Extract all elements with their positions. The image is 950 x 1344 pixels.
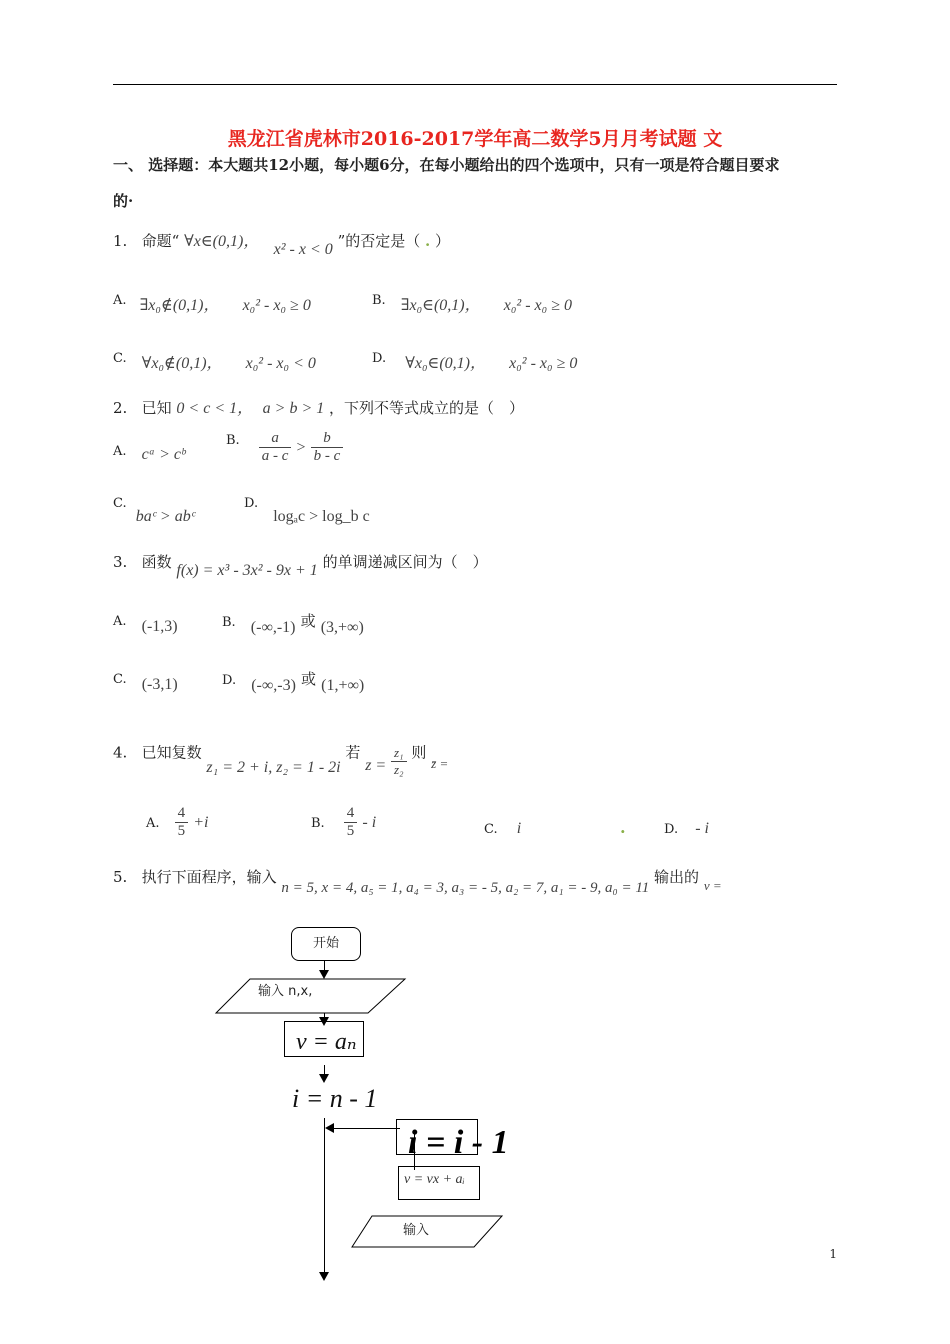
option-label: D. — [664, 822, 679, 837]
mark-dot: . — [425, 232, 431, 250]
math-expr: ∀x₀∉(0,1)， — [141, 355, 223, 372]
math-expr: x₀² - x₀ ≥ 0 — [242, 297, 311, 314]
question-text: 函数 — [141, 553, 172, 571]
math-expr: z₁ = 2 + i, z₂ = 1 - 2i — [206, 758, 341, 776]
flow-input-1-text: 输入 n,x, — [258, 984, 313, 999]
question-number: 1. — [113, 232, 128, 250]
question-number: 4. — [113, 743, 128, 762]
flow-arrow-left — [325, 1123, 334, 1133]
fraction: $\frac{b}{b - c}$ — [311, 430, 344, 465]
math-op: > — [296, 439, 306, 456]
math-expr: (-∞,-1) — [250, 619, 296, 636]
fraction: $\frac{a}{a - c}$ — [259, 430, 292, 465]
mark-dot: . — [620, 818, 626, 837]
question-text: 执行下面程序，输入 — [141, 868, 277, 886]
math-expr: cᵃ > cᵇ — [141, 446, 186, 463]
math-expr: (-1,3) — [141, 618, 178, 635]
option-label: B. — [226, 433, 240, 448]
question-text: ，下列不等式成立的是（ ） — [329, 399, 525, 417]
section-heading: 一、 选择题：本大题共12小题，每小题6分，在每小题给出的四个选项中，只有一项是符合题目要求 — [113, 156, 780, 174]
page-number: 1 — [829, 1247, 837, 1261]
question-text: ”的否定是（ — [337, 232, 421, 250]
question-number: 2. — [113, 399, 128, 417]
math-expr: a > b > 1 — [262, 400, 325, 417]
math-expr: (-∞,-3) — [251, 677, 296, 694]
math-expr: ∃x₀∉(0,1)， — [139, 297, 220, 314]
math-expr: +i — [193, 814, 209, 831]
math-expr: - i — [362, 814, 377, 831]
question-number: 3. — [113, 553, 128, 571]
question-text: 已知复数 — [141, 743, 202, 762]
math-expr: (-3,1) — [141, 676, 178, 693]
flow-assign-v-text: v = aₙ — [296, 1029, 357, 1055]
option-label: A. — [146, 816, 160, 831]
flow-input-2-text: 输入 — [403, 1223, 430, 1238]
option-label: B. — [372, 293, 386, 308]
math-expr: ∀x₀∈(0,1)， — [405, 355, 487, 372]
question-text: 的单调递减区间为（ ） — [322, 553, 488, 571]
math-expr: (1,+∞) — [321, 677, 365, 694]
flow-start: 开始 — [291, 927, 361, 961]
option-label: C. — [484, 822, 498, 837]
option-label: B. — [222, 615, 236, 630]
flow-update-v-text: v = vx + aᵢ — [404, 1172, 465, 1187]
flow-assign-i-text: i = n - 1 — [292, 1084, 378, 1113]
option-label: A. — [113, 614, 127, 629]
question-text: 输出的 — [654, 868, 700, 886]
question-number: 5. — [113, 868, 128, 886]
option-label: B. — [311, 816, 325, 831]
math-expr: baᶜ > abᶜ — [135, 508, 195, 525]
option-label: C. — [113, 496, 127, 511]
option-label: A. — [113, 293, 127, 308]
option-label: D. — [222, 673, 237, 688]
or-text: 或 — [301, 670, 317, 688]
question-text: 命题“ — [141, 232, 180, 250]
math-expr: v = — [703, 878, 722, 893]
flow-dec-i-text: i = i - 1 — [408, 1124, 509, 1161]
question-text: 已知 — [141, 399, 172, 417]
math-expr: x₀² - x₀ < 0 — [245, 355, 316, 372]
flow-loop-line — [328, 1128, 400, 1129]
math-expr: x₀² - x₀ ≥ 0 — [503, 297, 572, 314]
math-expr: z̄ = — [431, 755, 449, 771]
option-label: D. — [372, 351, 387, 366]
math-expr: - i — [695, 820, 709, 837]
flow-arrow-down — [319, 1272, 329, 1281]
option-label: A. — [113, 444, 127, 459]
fraction: $\frac{4}{5}$ — [175, 805, 189, 840]
math-expr: 0 < c < 1， — [176, 400, 254, 417]
or-text: 或 — [300, 612, 316, 630]
fraction: $\frac{\text{z₁}}{\text{z₂}}$ — [391, 745, 407, 778]
option-label: D. — [244, 496, 259, 511]
question-text: 若 — [345, 743, 361, 762]
math-expr: n = 5, x = 4, a₅ = 1, a₄ = 3, a₃ = - 5, a₂ = 7, a₁ = - 9, a₀ = 11 — [281, 880, 650, 896]
flow-connector — [324, 1065, 325, 1074]
flow-main-line — [324, 1118, 325, 1273]
math-expr: logₐc > log_b c — [273, 508, 370, 525]
question-text: 则 — [411, 743, 427, 762]
section-heading-cont: 的· — [113, 192, 134, 210]
flow-arrow — [319, 1074, 329, 1083]
math-expr: f(x) = x³ - 3x² - 9x + 1 — [176, 562, 318, 579]
fraction: $\frac{4}{5}$ — [344, 805, 358, 840]
question-text: ） — [435, 232, 451, 250]
math-expr: z = — [365, 756, 387, 774]
math-expr: x₀² - x₀ ≥ 0 — [509, 355, 578, 372]
math-expr: ∃x₀∈(0,1)， — [400, 297, 481, 314]
math-expr: ∀x∈(0,1)， — [184, 233, 260, 250]
math-expr: (3,+∞) — [320, 619, 364, 636]
math-expr: i — [516, 820, 522, 837]
page-title: 黑龙江省虎林市2016-2017学年高二数学5月月考试题 文 — [227, 128, 723, 150]
math-expr: x² - x < 0 — [273, 241, 333, 258]
option-label: C. — [113, 672, 127, 687]
option-label: C. — [113, 351, 127, 366]
